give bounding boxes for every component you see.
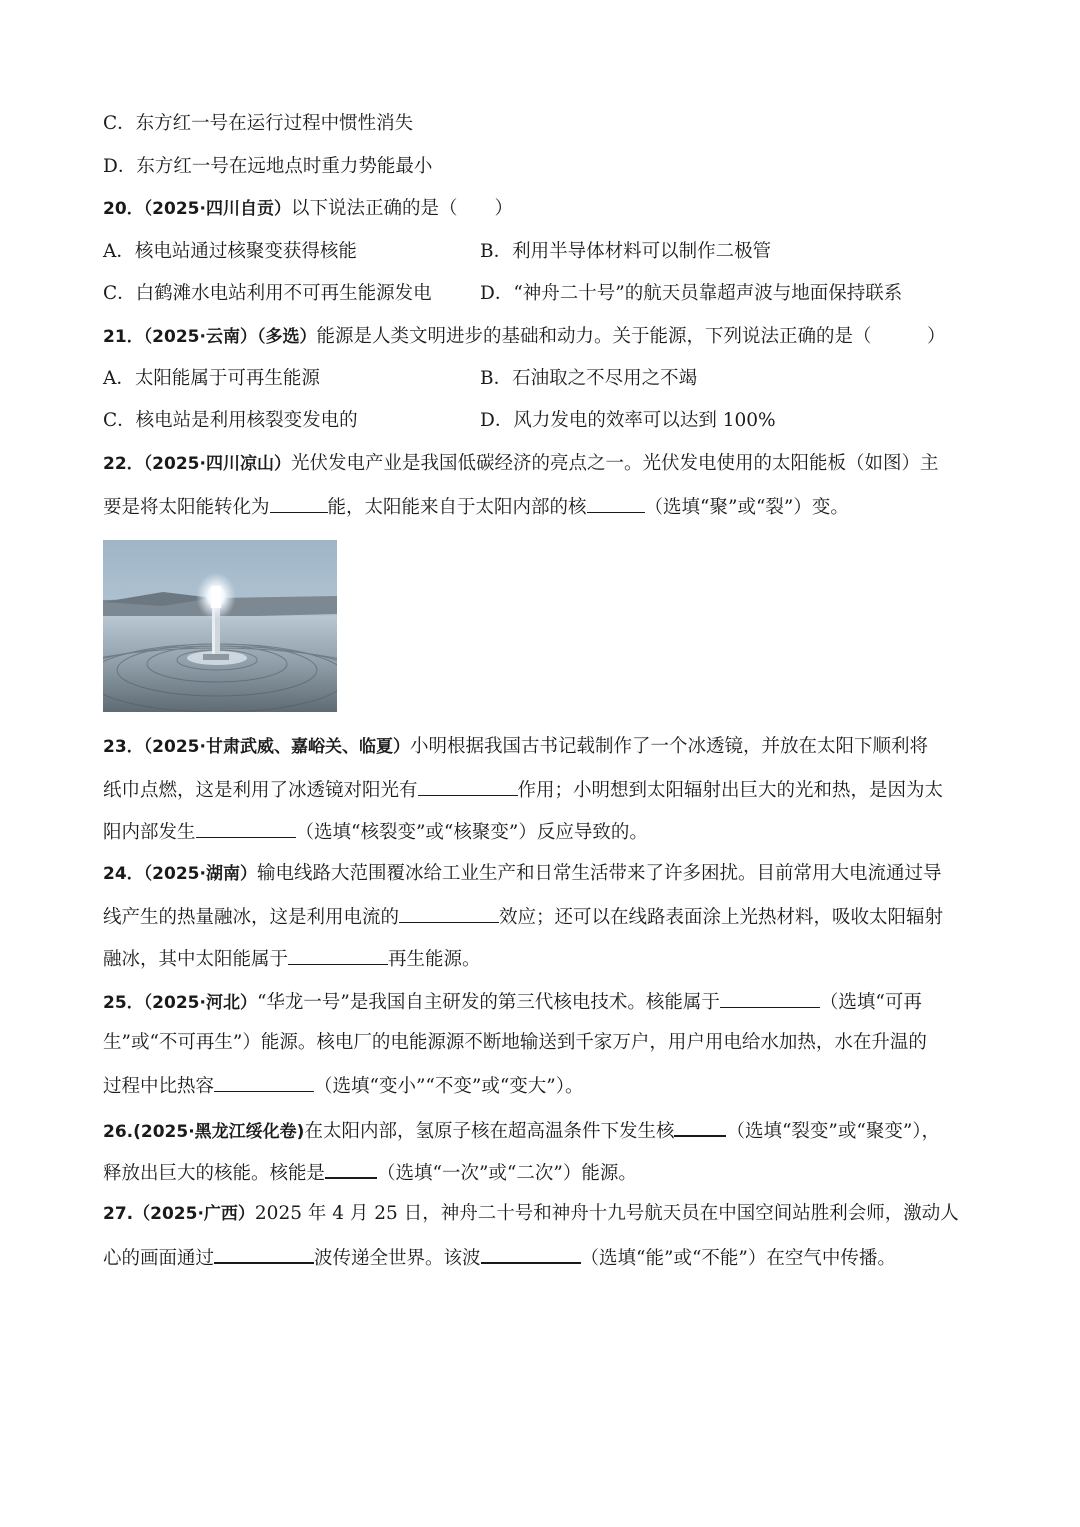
question-source: （2025·湖南） [143,864,257,884]
answer-blank[interactable] [587,494,645,513]
question-source: （2025·四川自贡） [143,199,291,219]
q19-option-d: D．东方红一号在远地点时重力势能最小 [103,156,433,177]
q27-line-1 [103,1202,959,1226]
question-text: 能，太阳能来自于太阳内部的核 [327,497,587,518]
question-text: 心的画面通过 [103,1248,215,1269]
q21-option-c: C．核电站是利用核裂变发电的 [103,410,358,431]
answer-blank[interactable] [481,1244,581,1264]
question-number: 24． [103,864,144,884]
question-text: 纸巾点燃，这是利用了冰透镜对阳光有 [103,780,418,801]
question-text: 作用；小明想到太阳辐射出巨大的光和热，是因为太 [517,780,944,801]
question-number: 25． [103,993,144,1013]
q20-option-b: B．利用半导体材料可以制作二极管 [480,241,772,262]
answer-blank[interactable] [270,494,328,513]
question-text: 小明根据我国古书记载制作了一个冰透镜，并放在太阳下顺利将 [409,736,928,757]
q23-line-2 [103,777,943,803]
answer-blank[interactable] [214,1073,314,1092]
question-text: 融冰，其中太阳能属于 [103,949,289,970]
question-number: 20． [103,199,144,219]
q25-line-2 [103,1031,927,1055]
q26-line-1 [103,1117,940,1144]
question-text: “华龙一号”是我国自主研发的第三代核电技术。核能属于 [256,992,720,1013]
question-text: 生”或“不可再生”）能源。核电厂的电能源源不断地输送到千家万户，用户用电给水加热，水在升温的 [103,1032,927,1053]
question-text: （选填“核裂变”或“核聚变”）反应导致的。 [295,822,648,843]
answer-blank[interactable] [418,777,518,796]
q20-option-a: A．核电站通过核聚变获得核能 [103,241,357,262]
answer-blank[interactable] [399,904,499,923]
question-text: 阳内部发生 [103,822,196,843]
q25-line-1 [103,989,922,1015]
q23-line-3 [103,819,648,845]
q24-line-3 [103,946,481,972]
question-text: （选填“变小”“不变”或“变大”）。 [314,1076,584,1097]
question-text: （选填“聚”或“裂”）变。 [644,497,849,518]
answer-blank[interactable] [325,1159,377,1179]
q21-option-b: B．石油取之不尽用之不竭 [480,368,698,389]
question-text: （选填“一次”或“二次”）能源。 [377,1163,637,1184]
question-text: 输电线路大范围覆冰给工业生产和日常生活带来了许多困扰。目前常用大电流通过导 [256,863,942,884]
question-text: 能源是人类文明进步的基础和动力。关于能源，下列说法正确的是（ ） [316,326,946,347]
question-number: 23． [103,737,144,757]
q26-line-2 [103,1159,637,1186]
question-text: 要是将太阳能转化为 [103,497,270,518]
question-number: 27. [103,1204,134,1224]
q24-line-2 [103,904,943,930]
question-number: 21． [103,327,144,347]
question-number: 26. [103,1122,134,1142]
q25-line-3 [103,1073,584,1099]
question-source: （2025·云南）（多选） [143,327,317,347]
question-text: （选填“能”或“不能”）在空气中传播。 [580,1248,896,1269]
question-source: （2025·河北） [143,993,257,1013]
q20-option-d: D．“神舟二十号”的航天员靠超声波与地面保持联系 [480,283,903,304]
question-text: （选填“裂变”或“聚变”）， [726,1121,941,1142]
question-text: 光伏发电产业是我国低碳经济的亮点之一。光伏发电使用的太阳能板（如图）主 [290,453,939,474]
q22-line-2 [103,494,849,520]
question-source: (2025·黑龙江绥化卷) [133,1122,305,1142]
question-text: 在太阳内部，氢原子核在超高温条件下发生核 [304,1121,675,1142]
question-text: 2025 年 4 月 25 日，神舟二十号和神舟十九号航天员在中国空间站胜利会师，激动人 [254,1203,959,1224]
q19-option-c: C．东方红一号在运行过程中惯性消失 [103,113,414,134]
question-text: 效应；还可以在线路表面涂上光热材料，吸收太阳辐射 [499,907,944,928]
question-text: （选填“可再 [819,992,922,1013]
question-text: 线产生的热量融冰，这是利用电流的 [103,907,400,928]
answer-blank[interactable] [214,1244,314,1264]
question-text: 再生能源。 [388,949,481,970]
q22-line-1 [103,452,938,476]
solar-tower-illustration [103,540,337,712]
question-text: 过程中比热容 [103,1076,215,1097]
q21-option-a: A．太阳能属于可再生能源 [103,368,320,389]
q21-option-d: D．风力发电的效率可以达到 100% [480,410,776,431]
question-source: （2025·广西） [133,1204,255,1224]
question-text: 波传递全世界。该波 [314,1248,481,1269]
q23-line-1 [103,735,928,759]
q27-line-2 [103,1244,896,1271]
question-source: （2025·甘肃武威、嘉峪关、临夏） [143,737,410,757]
answer-blank[interactable] [674,1117,726,1137]
question-text: 释放出巨大的核能。核能是 [103,1163,326,1184]
q20-option-c: C．白鹤滩水电站利用不可再生能源发电 [103,283,432,304]
q24-line-1 [103,862,941,886]
answer-blank[interactable] [196,819,296,838]
q21-stem [103,325,945,349]
answer-blank[interactable] [720,989,820,1008]
answer-blank[interactable] [288,946,388,965]
q20-stem [103,197,513,221]
solar-tower-photo [103,540,337,712]
question-text: 以下说法正确的是（ ） [290,198,513,219]
question-source: （2025·四川凉山） [143,454,291,474]
question-number: 22． [103,454,144,474]
